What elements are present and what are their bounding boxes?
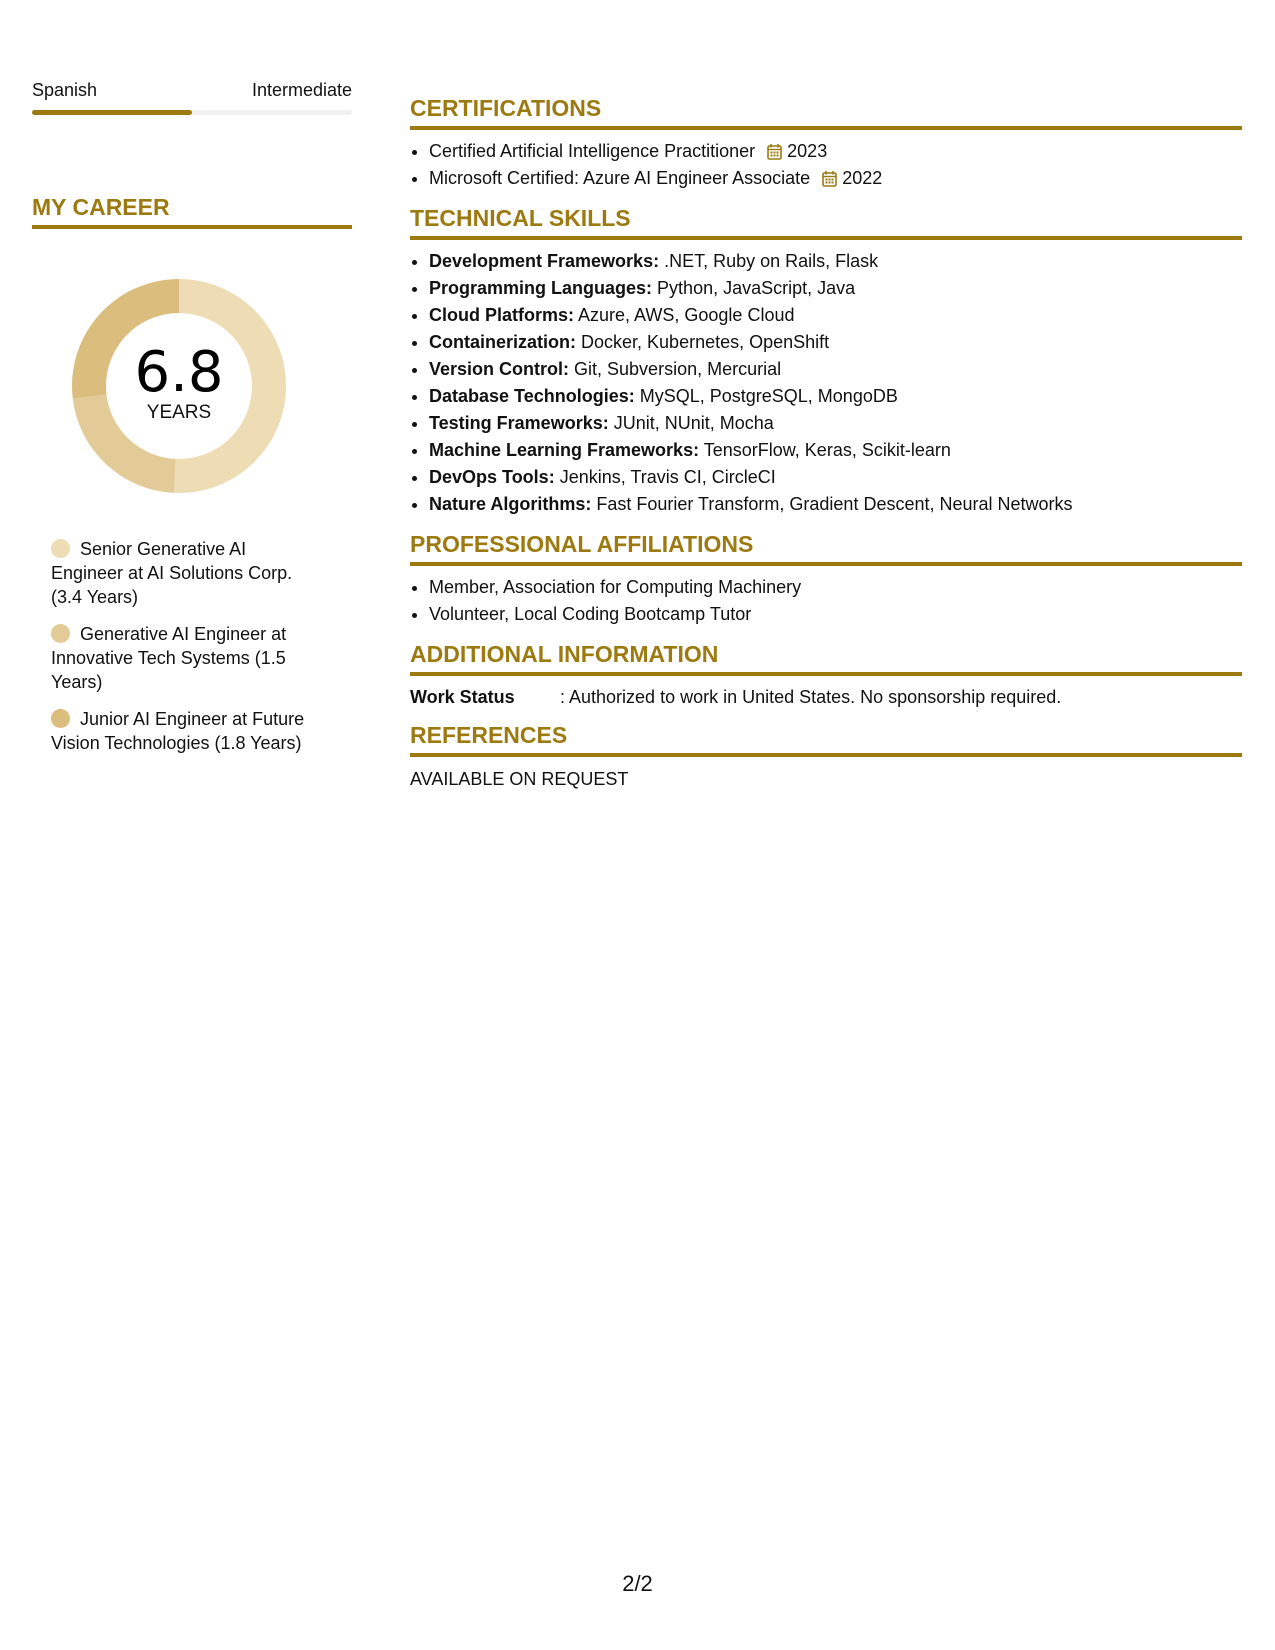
- certification-name: Microsoft Certified: Azure AI Engineer Associate: [429, 168, 811, 188]
- certification-year: 2023: [787, 141, 828, 161]
- additional-info-heading: ADDITIONAL INFORMATION: [410, 640, 1242, 676]
- skill-values: JUnit, NUnit, Mocha: [613, 413, 774, 433]
- technical-skills-list: [410, 248, 1242, 518]
- skill-item: [429, 464, 1242, 491]
- career-total-years: 6.8: [134, 340, 224, 405]
- affiliations-list: [410, 574, 1242, 628]
- work-status-row: [410, 685, 1242, 709]
- skill-item: [429, 410, 1242, 437]
- career-legend-item: [51, 707, 321, 755]
- skill-category: DevOps Tools:: [429, 467, 555, 487]
- skill-values: Jenkins, Travis CI, CircleCI: [559, 467, 776, 487]
- skill-item: [429, 356, 1242, 383]
- skill-category: Containerization:: [429, 332, 576, 352]
- legend-dot: [51, 539, 70, 558]
- references-section: [410, 721, 1242, 791]
- work-status-label: Work Status: [410, 687, 515, 707]
- skill-item: [429, 302, 1242, 329]
- legend-dot: [51, 709, 70, 728]
- language-proficiency-bar: [32, 110, 352, 115]
- career-legend-text: Generative AI Engineer at Innovative Tech Systems (1.5 Years): [51, 624, 287, 692]
- career-legend-text: Senior Generative AI Engineer at AI Solutions Corp. (3.4 Years): [51, 539, 293, 607]
- certification-item: [429, 138, 1242, 165]
- references-heading: REFERENCES: [410, 721, 1242, 757]
- skill-values: Git, Subversion, Mercurial: [574, 359, 782, 379]
- certifications-list: [410, 138, 1242, 192]
- skill-values: Python, JavaScript, Java: [657, 278, 856, 298]
- career-legend: [32, 537, 352, 755]
- main-content: [410, 94, 1242, 803]
- sidebar: [32, 78, 352, 768]
- skill-category: Cloud Platforms:: [429, 305, 575, 325]
- legend-dot: [51, 624, 70, 643]
- career-legend-item: [51, 537, 321, 609]
- skill-category: Version Control:: [429, 359, 570, 379]
- skill-values: Docker, Kubernetes, OpenShift: [581, 332, 830, 352]
- technical-skills-heading: TECHNICAL SKILLS: [410, 204, 1242, 240]
- skill-values: MySQL, PostgreSQL, MongoDB: [639, 386, 898, 406]
- skill-values: .NET, Ruby on Rails, Flask: [664, 251, 879, 271]
- affiliation-item: • Volunteer, Local Coding Bootcamp Tutor: [429, 601, 1242, 628]
- skill-item: [429, 275, 1242, 302]
- references-text: AVAILABLE ON REQUEST: [410, 769, 629, 789]
- work-status-value: : Authorized to work in United States. No sponsorship required.: [560, 687, 1062, 707]
- technical-skills-section: [410, 204, 1242, 518]
- career-legend-item: [51, 622, 321, 694]
- skill-item: [429, 491, 1242, 518]
- skill-values: Azure, AWS, Google Cloud: [578, 305, 795, 325]
- skill-values: TensorFlow, Keras, Scikit-learn: [703, 440, 951, 460]
- skill-item: [429, 383, 1242, 410]
- additional-info-section: [410, 640, 1242, 709]
- certifications-heading: CERTIFICATIONS: [410, 94, 1242, 130]
- language-level: Intermediate: [251, 80, 352, 100]
- certification-name: Certified Artificial Intelligence Practitioner: [429, 141, 756, 161]
- certification-item: [429, 165, 1242, 192]
- skill-category: Testing Frameworks:: [429, 413, 609, 433]
- skill-category: Machine Learning Frameworks:: [429, 440, 700, 460]
- skill-category: Nature Algorithms:: [429, 494, 592, 514]
- skill-item: [429, 248, 1242, 275]
- calendar-icon: [822, 170, 837, 187]
- affiliations-section: [410, 530, 1242, 628]
- skill-item: [429, 329, 1242, 356]
- skill-category: Development Frameworks:: [429, 251, 660, 271]
- skill-category: Programming Languages:: [429, 278, 653, 298]
- certifications-section: [410, 94, 1242, 192]
- page-number: 2/2: [622, 1571, 653, 1596]
- career-donut-chart: [64, 271, 294, 501]
- skill-values: Fast Fourier Transform, Gradient Descent, Neural Networks: [596, 494, 1073, 514]
- certification-year: 2022: [842, 168, 883, 188]
- affiliation-item: • Member, Association for Computing Machinery: [429, 574, 1242, 601]
- career-legend-text: Junior AI Engineer at Future Vision Technologies (1.8 Years): [51, 709, 305, 753]
- language-name: Spanish: [32, 80, 98, 100]
- language-proficiency-fill: [32, 110, 192, 115]
- affiliations-heading: PROFESSIONAL AFFILIATIONS: [410, 530, 1242, 566]
- career-total-unit: YEARS: [146, 402, 212, 423]
- language-item-spanish: [32, 78, 352, 115]
- calendar-icon: [767, 143, 782, 160]
- skill-item: [429, 437, 1242, 464]
- skill-category: Database Technologies:: [429, 386, 635, 406]
- career-heading: MY CAREER: [32, 193, 352, 229]
